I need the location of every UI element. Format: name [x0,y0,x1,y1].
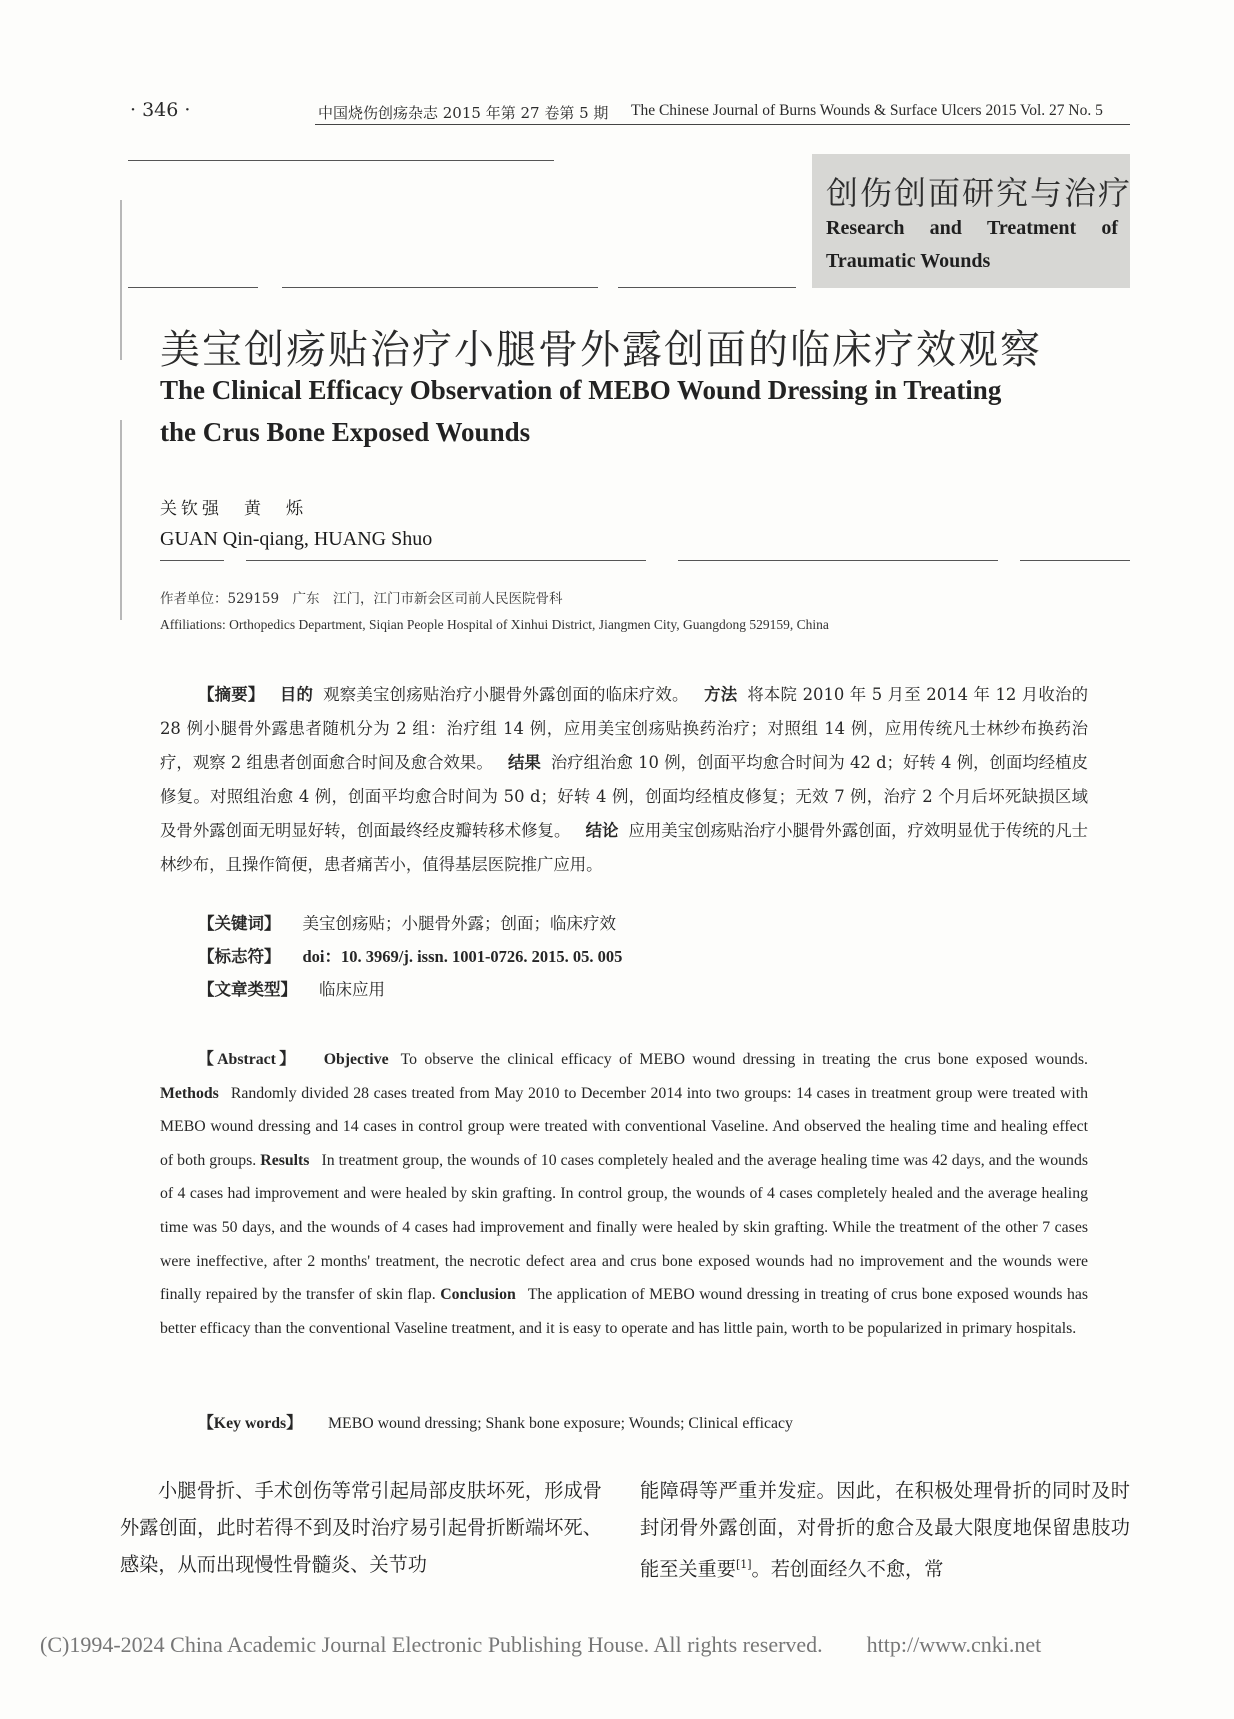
objective-label-en: Objective [323,1051,389,1068]
results-text-cn: 治疗组治愈 10 例，创面平均愈合时间为 42 d；好转 4 例，创面均经植皮修复。对照组治愈 4 例，创面平均愈合时间为 50 d；好转 4 例，创面均经植皮修复；无效 7 例，治疗 2 个月后坏死缺损区域及骨外露创面无明显好转，创面最终经皮瓣转移术修复。 [160,753,1088,840]
objective-label-cn: 目的 [279,685,314,704]
margin-mark [120,420,122,620]
column-word: Research [826,217,905,239]
body-right-text-cont: 。若创面经久不愈，常 [751,1557,944,1581]
article-type-row [198,976,385,1000]
article-type-value: 临床应用 [319,980,385,999]
conclusion-text-en: The application of MEBO wound dressing in treating of crus bone exposed wounds has better efficacy than the conventional Vaseline treatment, and it is easy to operate and has little pain, worth to be popularized in primary hospitals. [160,1286,1088,1337]
left-rule-3 [618,287,796,288]
journal-header-en: The Chinese Journal of Burns Wounds & Surface Ulcers 2015 Vol. 27 No. 5 [631,102,1103,119]
column-title-en-line2: Traumatic Wounds [826,250,991,272]
body-column-right [640,1472,1130,1587]
conclusion-label-cn: 结论 [585,821,619,840]
left-rule-1 [128,287,258,288]
abstract-en [160,1043,1088,1345]
keywords-label-cn: 【关键词】 [198,914,281,933]
doi-row [198,943,622,967]
doi-label: 【标志符】 [198,947,281,966]
author-rule-4 [1020,560,1130,561]
objective-text-cn: 观察美宝创疡贴治疗小腿骨外露创面的临床疗效。 [323,685,689,704]
column-word: of [1101,217,1118,239]
keywords-label-en: 【Key words】 [198,1415,302,1432]
methods-text-cn: 将本院 2010 年 5 月至 2014 年 12 月收治的 28 例小腿骨外露患者随机分为 2 组：治疗组 14 例，应用美宝创疡贴换药治疗；对照组 14 例，应用传统凡士林纱布换药治疗，观察 2 组患者创面愈合时间及愈合效果。 [160,685,1089,772]
abstract-en-label: 【Abstract】 [198,1051,299,1068]
affiliation-en: Affiliations: Orthopedics Department, Siqian People Hospital of Xinhui District, Jiangmen City, Guangdong 529159, China [160,617,829,632]
results-label-en: Results [260,1151,310,1169]
left-rule-2 [282,287,598,288]
keywords-cn: 美宝创疡贴；小腿骨外露；创面；临床疗效 [302,914,616,933]
column-word: Treatment [986,217,1077,239]
page-number: · 346 · [130,99,191,121]
objective-text-en: To observe the clinical efficacy of MEBO wound dressing in treating the crus bone exposed wounds. [400,1051,1088,1068]
methods-label-cn: 方法 [704,685,738,704]
results-text-en: In treatment group, the wounds of 10 cases completely healed and the average healing time was 42 days, and the wounds of 4 cases had improvement and were healed by skin grafting. In control group, the wounds of 4 cases completely healed and the average healing time was 50 days, and the wounds of 4 cases had improvement and finally were healed by skin grafting. While the treatment of the other 7 cases were ineffective, after 2 months' treatment, the necrotic defect area and crus bone exposed wounds had no improvement and the wounds were finally repaired by the transfer of skin flap. [160,1151,1088,1304]
authors-en: GUAN Qin-qiang, HUANG Shuo [160,528,433,550]
abstract-cn [160,678,1088,882]
column-title-en-line1 [826,217,1118,240]
margin-mark [120,200,122,360]
author-rule-3 [678,560,998,561]
conclusion-text-cn: 应用美宝创疡贴治疗小腿骨外露创面，疗效明显优于传统的凡士林纱布，且操作简便，患者痛苦小，值得基层医院推广应用。 [160,821,1089,874]
article-title-en-line2: the Crus Bone Exposed Wounds [160,417,531,447]
methods-text-en: Randomly divided 28 cases treated from May 2010 to December 2014 into two groups: 14 cases in treatment group were treated with MEBO wound dressing and 14 cases in control group were treated with conventional Vaseline. And observed the healing time and healing effect of both groups. [160,1084,1088,1169]
keywords-en: MEBO wound dressing; Shank bone exposure; Wounds; Clinical efficacy [328,1415,793,1432]
body-column-left: 小腿骨折、手术创伤等常引起局部皮肤坏死，形成骨外露创面，此时若得不到及时治疗易引起骨折断端坏死、感染，从而出现慢性骨髓炎、关节功 [120,1479,602,1576]
abstract-cn-label: 【摘要】 [198,685,265,704]
top-left-rule [128,160,554,161]
affiliation-cn: 作者单位：529159 广东 江门，江门市新会区司前人民医院骨科 [160,591,563,607]
header-rule [315,124,1130,125]
methods-label-en: Methods [160,1084,219,1102]
citation-ref: [1] [735,1558,752,1571]
article-title-cn: 美宝创疡贴治疗小腿骨外露创面的临床疗效观察 [160,327,1042,373]
results-label-cn: 结果 [507,753,541,772]
article-type-label: 【文章类型】 [198,980,297,999]
body-right-text: 能障碍等严重并发症。因此，在积极处理骨折的同时及时封闭骨外露创面，对骨折的愈合及最大限度地保留患肢功能至关重要 [640,1479,1130,1581]
article-title-en-line1: The Clinical Efficacy Observation of MEBO Wound Dressing in Treating [160,375,1002,405]
authors-cn: 关钦强 黄 烁 [160,499,307,519]
author-rule-1 [160,560,224,561]
copyright-footer: (C)1994-2024 China Academic Journal Electronic Publishing House. All rights reserved. http://www.cnki.net [40,1632,1042,1657]
column-title-cn: 创伤创面研究与治疗 [826,174,1133,212]
journal-header-cn: 中国烧伤创疡杂志 2015 年第 27 卷第 5 期 [318,104,609,122]
doi-value: doi：10. 3969/j. issn. 1001-0726. 2015. 05. 005 [302,947,623,966]
keywords-row-cn [198,910,616,934]
author-rule-2 [246,560,646,561]
conclusion-label-en: Conclusion [440,1286,516,1304]
column-word: and [929,217,962,239]
keywords-row-en [198,1410,793,1433]
